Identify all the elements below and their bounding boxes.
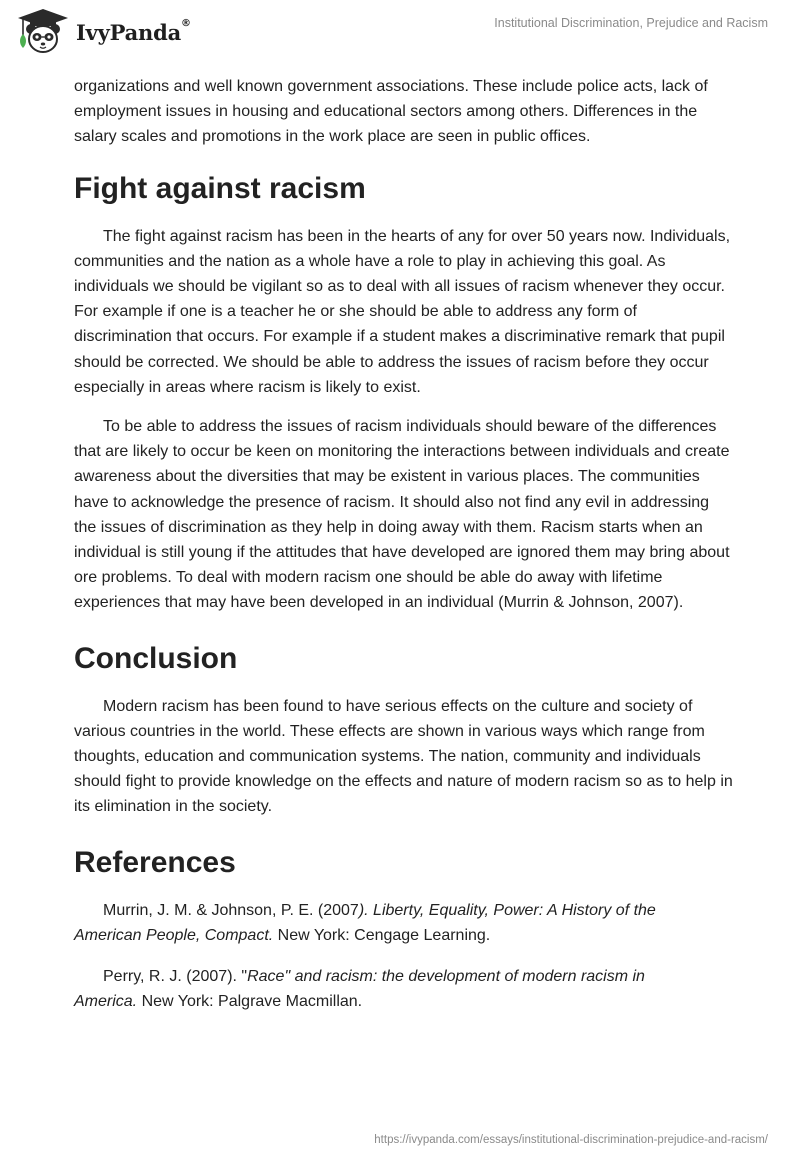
paragraph: The fight against racism has been in the hearts of any for over 50 years now. Individuals, communities and the nation as a whole have a role to play in achieving this goal. As individuals we should be vigilant so as to deal with all issues of racism whenever they occur. For example if one is a teacher he or she should be able to address any form of discrimination that occurs. For example if a student makes a discriminative remark that pupil should be corrected. We should be able to address the issues of racism before they occur especially in areas where racism is likely to exist. <box>74 227 731 396</box>
ivypanda-logo[interactable] <box>14 6 191 58</box>
reference-item: Perry, R. J. (2007). "Race" and racism: the development of modern racism in America. New York: Palgrave Macmillan. <box>74 968 645 1011</box>
paragraph: Modern racism has been found to have serious effects on the culture and society of various countries in the world. These effects are shown in various ways which range from thoughts, education and communication systems. The nation, community and individuals should fight to provide knowledge on the effects and nature of modern racism so as to help in its elimination in the society. <box>74 697 733 816</box>
running-title: Institutional Discrimination, Prejudice and Racism <box>494 16 768 30</box>
article-body <box>74 74 734 1030</box>
panda-graduate-icon <box>14 7 72 57</box>
section-heading-references: References <box>74 845 236 879</box>
source-url-link[interactable]: https://ivypanda.com/essays/institutional-discrimination-prejudice-and-racism/ <box>374 1134 768 1146</box>
paragraph: To be able to address the issues of racism individuals should beware of the differences that are likely to occur be keen on monitoring the interactions between individuals and create awareness about the diversities that may be existent in various places. The communities have to acknowledge the presence of racism. It should also not find any evil in addressing the issues of discrimination as they help in doing away with them. Racism starts when an individual is still young if the attitudes that have developed are ignored them may bring about ore problems. To deal with modern racism one should be able do away with lifetime experiences that may have been developed in an individual (Murrin & Johnson, 2007). <box>74 418 730 612</box>
reference-item: Murrin, J. M. & Johnson, P. E. (2007). Liberty, Equality, Power: A History of the American People, Compact. New York: Cengage Learning. <box>74 901 656 944</box>
intro-paragraph: organizations and well known government associations. These include police acts, lack of employment issues in housing and educational sectors among others. Differences in the salary scales and promotions in the work place are seen in public offices. <box>74 78 708 146</box>
logo-wordmark: IvyPanda® <box>76 17 191 45</box>
section-heading-conclusion: Conclusion <box>74 641 238 675</box>
section-heading-fight-against-racism: Fight against racism <box>74 171 366 205</box>
page-header <box>0 0 800 70</box>
